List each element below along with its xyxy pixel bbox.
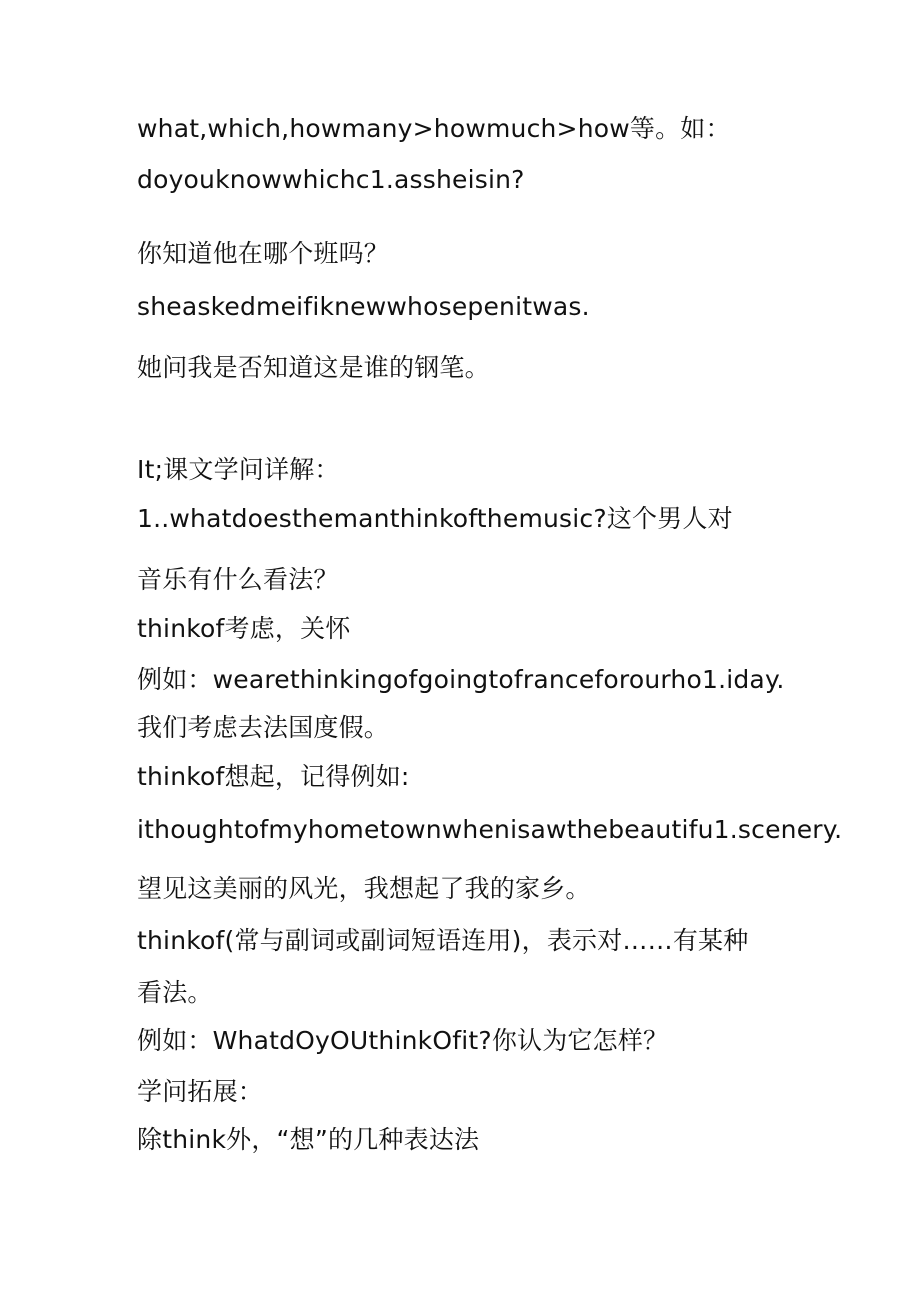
text-line: 1..whatdoesthemanthinkofthemusic?这个男人对 — [137, 504, 733, 533]
text-line: what,which,howmany>howmuch>how等。如： — [137, 114, 731, 143]
text-line: 例如：wearethinkingofgoingtofranceforourho1.iday. — [137, 665, 785, 694]
text-line: 我们考虑去法国度假。 — [137, 713, 390, 742]
text-line: doyouknowwhichc1.assheisin? — [137, 165, 525, 194]
text-line: thinkof(常与副词或副词短语连用)，表示对……有某种 — [137, 926, 749, 955]
text-line: It;课文学问详解： — [137, 455, 340, 484]
text-line: thinkof想起，记得例如: — [137, 762, 410, 791]
text-line: 你知道他在哪个班吗？ — [137, 239, 390, 268]
text-line: 看法。 — [137, 978, 213, 1007]
text-line: 望见这美丽的风光，我想起了我的家乡。 — [137, 874, 591, 903]
text-line: thinkof考虑，关怀 — [137, 614, 351, 643]
text-line: ithoughtofmyhometownwhenisawthebeautifu1.scenery. — [137, 815, 843, 844]
text-line: 除think外，“想”的几种表达法 — [137, 1125, 480, 1154]
text-line: 例如：WhatdOyOUthinkOfit?你认为它怎样？ — [137, 1026, 669, 1055]
text-line: sheaskedmeifiknewwhosepenitwas. — [137, 292, 590, 321]
text-line: 学问拓展： — [137, 1077, 264, 1106]
text-line: 音乐有什么看法？ — [137, 565, 339, 594]
text-line: 她问我是否知道这是谁的钢笔。 — [137, 353, 490, 382]
